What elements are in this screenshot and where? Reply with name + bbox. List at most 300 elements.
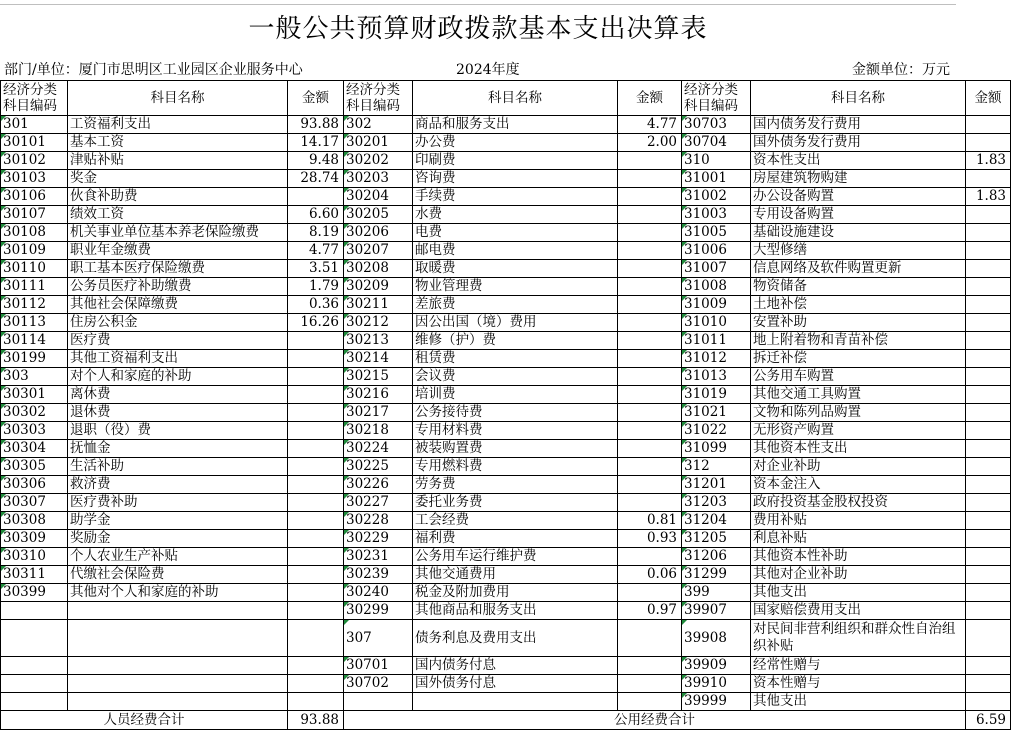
amount-cell[interactable]	[288, 440, 344, 458]
amount-cell[interactable]	[288, 494, 344, 512]
name-cell[interactable]: 奖金	[68, 170, 288, 188]
public-total-label[interactable]: 公用经费合计	[344, 711, 966, 730]
amount-cell[interactable]	[618, 440, 682, 458]
amount-cell[interactable]	[618, 422, 682, 440]
amount-cell[interactable]	[966, 242, 1011, 260]
code-cell[interactable]: 30306	[1, 476, 68, 494]
code-cell[interactable]: 30399	[1, 584, 68, 602]
code-cell[interactable]: 30227	[344, 494, 413, 512]
amount-cell[interactable]: 9.48	[288, 152, 344, 170]
amount-cell[interactable]	[618, 675, 682, 693]
name-cell[interactable]: 生活补助	[68, 458, 288, 476]
amount-cell[interactable]: 0.06	[618, 566, 682, 584]
code-cell[interactable]: 30299	[344, 602, 413, 620]
code-cell[interactable]: 31005	[682, 224, 751, 242]
code-cell[interactable]: 30225	[344, 458, 413, 476]
name-cell[interactable]: 房屋建筑物购建	[751, 170, 966, 188]
name-cell[interactable]: 奖励金	[68, 530, 288, 548]
amount-cell[interactable]	[618, 584, 682, 602]
name-cell[interactable]: 租赁费	[413, 350, 618, 368]
code-cell[interactable]: 31002	[682, 188, 751, 206]
amount-cell[interactable]	[618, 494, 682, 512]
amount-cell[interactable]: 0.93	[618, 530, 682, 548]
amount-cell[interactable]	[618, 206, 682, 224]
name-cell[interactable]	[68, 602, 288, 620]
name-cell[interactable]: 费用补贴	[751, 512, 966, 530]
name-cell[interactable]: 公务员医疗补助缴费	[68, 278, 288, 296]
name-cell[interactable]: 其他交通费用	[413, 566, 618, 584]
amount-cell[interactable]: 3.51	[288, 260, 344, 278]
code-cell[interactable]: 31022	[682, 422, 751, 440]
name-cell[interactable]: 津贴补贴	[68, 152, 288, 170]
amount-cell[interactable]	[618, 188, 682, 206]
code-cell[interactable]: 30311	[1, 566, 68, 584]
amount-cell[interactable]	[966, 693, 1011, 711]
code-cell[interactable]	[1, 620, 68, 657]
name-cell[interactable]: 公务用车购置	[751, 368, 966, 386]
amount-cell[interactable]	[966, 494, 1011, 512]
amount-cell[interactable]: 0.81	[618, 512, 682, 530]
amount-cell[interactable]	[618, 620, 682, 657]
code-cell[interactable]	[344, 693, 413, 711]
amount-cell[interactable]: 2.00	[618, 134, 682, 152]
name-cell[interactable]: 其他支出	[751, 693, 966, 711]
code-cell[interactable]: 30228	[344, 512, 413, 530]
amount-cell[interactable]: 16.26	[288, 314, 344, 332]
amount-cell[interactable]	[966, 584, 1011, 602]
name-cell[interactable]: 专用设备购置	[751, 206, 966, 224]
name-cell[interactable]: 税金及附加费用	[413, 584, 618, 602]
amount-cell[interactable]: 1.83	[966, 188, 1011, 206]
name-cell[interactable]: 咨询费	[413, 170, 618, 188]
code-cell[interactable]: 30203	[344, 170, 413, 188]
amount-cell[interactable]	[618, 152, 682, 170]
code-cell[interactable]: 39910	[682, 675, 751, 693]
header-code-2[interactable]: 经济分类科目编码	[344, 81, 413, 116]
amount-cell[interactable]	[966, 134, 1011, 152]
code-cell[interactable]: 30218	[344, 422, 413, 440]
code-cell[interactable]: 31001	[682, 170, 751, 188]
amount-cell[interactable]	[618, 314, 682, 332]
code-cell[interactable]: 30308	[1, 512, 68, 530]
amount-cell[interactable]	[288, 620, 344, 657]
amount-cell[interactable]: 1.83	[966, 152, 1011, 170]
amount-cell[interactable]: 1.79	[288, 278, 344, 296]
amount-cell[interactable]	[288, 584, 344, 602]
amount-cell[interactable]	[618, 170, 682, 188]
amount-cell[interactable]	[966, 224, 1011, 242]
name-cell[interactable]: 物业管理费	[413, 278, 618, 296]
amount-cell[interactable]: 93.88	[288, 116, 344, 134]
amount-cell[interactable]	[618, 548, 682, 566]
code-cell[interactable]: 31013	[682, 368, 751, 386]
amount-cell[interactable]	[966, 675, 1011, 693]
name-cell[interactable]	[68, 693, 288, 711]
header-name-2[interactable]: 科目名称	[413, 81, 618, 116]
code-cell[interactable]: 30106	[1, 188, 68, 206]
amount-cell[interactable]: 28.74	[288, 170, 344, 188]
amount-cell[interactable]: 0.36	[288, 296, 344, 314]
code-cell[interactable]: 30704	[682, 134, 751, 152]
name-cell[interactable]: 基础设施建设	[751, 224, 966, 242]
amount-cell[interactable]	[618, 224, 682, 242]
code-cell[interactable]	[1, 675, 68, 693]
amount-cell[interactable]	[288, 350, 344, 368]
code-cell[interactable]: 30226	[344, 476, 413, 494]
header-code-3[interactable]: 经济分类科目编码	[682, 81, 751, 116]
code-cell[interactable]: 30206	[344, 224, 413, 242]
amount-cell[interactable]	[288, 657, 344, 675]
header-amount-3[interactable]: 金额	[966, 81, 1011, 116]
amount-cell[interactable]	[966, 278, 1011, 296]
name-cell[interactable]: 离休费	[68, 386, 288, 404]
name-cell[interactable]: 医疗费补助	[68, 494, 288, 512]
name-cell[interactable]: 对民间非营利组织和群众性自治组织补贴	[751, 620, 966, 657]
name-cell[interactable]: 专用材料费	[413, 422, 618, 440]
code-cell[interactable]: 31021	[682, 404, 751, 422]
amount-cell[interactable]	[288, 530, 344, 548]
amount-cell[interactable]	[288, 566, 344, 584]
code-cell[interactable]: 31201	[682, 476, 751, 494]
code-cell[interactable]: 30109	[1, 242, 68, 260]
name-cell[interactable]	[413, 693, 618, 711]
name-cell[interactable]: 手续费	[413, 188, 618, 206]
name-cell[interactable]: 其他对个人和家庭的补助	[68, 584, 288, 602]
code-cell[interactable]: 30114	[1, 332, 68, 350]
name-cell[interactable]: 无形资产购置	[751, 422, 966, 440]
amount-cell[interactable]	[966, 476, 1011, 494]
code-cell[interactable]: 30108	[1, 224, 68, 242]
code-cell[interactable]: 302	[344, 116, 413, 134]
name-cell[interactable]: 抚恤金	[68, 440, 288, 458]
name-cell[interactable]: 职业年金缴费	[68, 242, 288, 260]
name-cell[interactable]: 其他资本性补助	[751, 548, 966, 566]
code-cell[interactable]: 30239	[344, 566, 413, 584]
code-cell[interactable]: 39908	[682, 620, 751, 657]
amount-cell[interactable]	[288, 693, 344, 711]
name-cell[interactable]: 专用燃料费	[413, 458, 618, 476]
personnel-total-label[interactable]: 人员经费合计	[1, 711, 288, 730]
name-cell[interactable]: 电费	[413, 224, 618, 242]
code-cell[interactable]	[1, 602, 68, 620]
name-cell[interactable]: 绩效工资	[68, 206, 288, 224]
code-cell[interactable]: 30107	[1, 206, 68, 224]
name-cell[interactable]: 维修（护）费	[413, 332, 618, 350]
code-cell[interactable]: 31009	[682, 296, 751, 314]
name-cell[interactable]: 其他工资福利支出	[68, 350, 288, 368]
name-cell[interactable]: 水费	[413, 206, 618, 224]
amount-cell[interactable]	[288, 332, 344, 350]
name-cell[interactable]: 办公设备购置	[751, 188, 966, 206]
code-cell[interactable]: 30231	[344, 548, 413, 566]
code-cell[interactable]: 31011	[682, 332, 751, 350]
amount-cell[interactable]	[288, 548, 344, 566]
amount-cell[interactable]	[966, 566, 1011, 584]
amount-cell[interactable]	[288, 602, 344, 620]
code-cell[interactable]: 30304	[1, 440, 68, 458]
amount-cell[interactable]	[966, 458, 1011, 476]
amount-cell[interactable]	[288, 368, 344, 386]
name-cell[interactable]: 其他商品和服务支出	[413, 602, 618, 620]
code-cell[interactable]: 30202	[344, 152, 413, 170]
amount-cell[interactable]	[966, 512, 1011, 530]
name-cell[interactable]: 公务接待费	[413, 404, 618, 422]
amount-cell[interactable]	[966, 530, 1011, 548]
code-cell[interactable]: 30213	[344, 332, 413, 350]
amount-cell[interactable]	[966, 440, 1011, 458]
code-cell[interactable]: 30701	[344, 657, 413, 675]
amount-cell[interactable]	[288, 422, 344, 440]
name-cell[interactable]: 邮电费	[413, 242, 618, 260]
name-cell[interactable]: 国家赔偿费用支出	[751, 602, 966, 620]
name-cell[interactable]: 退休费	[68, 404, 288, 422]
name-cell[interactable]: 住房公积金	[68, 314, 288, 332]
code-cell[interactable]: 31006	[682, 242, 751, 260]
amount-cell[interactable]	[288, 675, 344, 693]
amount-cell[interactable]: 0.97	[618, 602, 682, 620]
code-cell[interactable]: 30309	[1, 530, 68, 548]
amount-cell[interactable]	[966, 260, 1011, 278]
name-cell[interactable]	[68, 620, 288, 657]
amount-cell[interactable]	[618, 350, 682, 368]
amount-cell[interactable]	[618, 476, 682, 494]
amount-cell[interactable]	[618, 693, 682, 711]
amount-cell[interactable]	[966, 602, 1011, 620]
name-cell[interactable]: 拆迁补偿	[751, 350, 966, 368]
name-cell[interactable]	[68, 657, 288, 675]
code-cell[interactable]: 30103	[1, 170, 68, 188]
amount-cell[interactable]	[288, 188, 344, 206]
code-cell[interactable]: 301	[1, 116, 68, 134]
code-cell[interactable]: 31008	[682, 278, 751, 296]
name-cell[interactable]: 培训费	[413, 386, 618, 404]
amount-cell[interactable]	[966, 657, 1011, 675]
code-cell[interactable]: 30302	[1, 404, 68, 422]
amount-cell[interactable]: 6.60	[288, 206, 344, 224]
code-cell[interactable]: 30303	[1, 422, 68, 440]
name-cell[interactable]: 其他支出	[751, 584, 966, 602]
name-cell[interactable]: 助学金	[68, 512, 288, 530]
code-cell[interactable]: 31007	[682, 260, 751, 278]
name-cell[interactable]: 文物和陈列品购置	[751, 404, 966, 422]
code-cell[interactable]: 30113	[1, 314, 68, 332]
code-cell[interactable]: 30211	[344, 296, 413, 314]
code-cell[interactable]	[1, 693, 68, 711]
amount-cell[interactable]: 8.19	[288, 224, 344, 242]
code-cell[interactable]: 30307	[1, 494, 68, 512]
amount-cell[interactable]	[966, 350, 1011, 368]
code-cell[interactable]: 30216	[344, 386, 413, 404]
code-cell[interactable]: 30102	[1, 152, 68, 170]
name-cell[interactable]: 其他对企业补助	[751, 566, 966, 584]
name-cell[interactable]: 退职（役）费	[68, 422, 288, 440]
name-cell[interactable]: 公务用车运行维护费	[413, 548, 618, 566]
amount-cell[interactable]	[618, 296, 682, 314]
amount-cell[interactable]	[966, 620, 1011, 657]
code-cell[interactable]: 39999	[682, 693, 751, 711]
code-cell[interactable]: 30217	[344, 404, 413, 422]
name-cell[interactable]: 会议费	[413, 368, 618, 386]
amount-cell[interactable]	[966, 422, 1011, 440]
amount-cell[interactable]: 4.77	[618, 116, 682, 134]
name-cell[interactable]: 其他社会保障缴费	[68, 296, 288, 314]
amount-cell[interactable]	[966, 548, 1011, 566]
code-cell[interactable]: 30224	[344, 440, 413, 458]
amount-cell[interactable]	[966, 296, 1011, 314]
name-cell[interactable]: 个人农业生产补贴	[68, 548, 288, 566]
code-cell[interactable]: 307	[344, 620, 413, 657]
header-name-3[interactable]: 科目名称	[751, 81, 966, 116]
code-cell[interactable]: 31205	[682, 530, 751, 548]
name-cell[interactable]: 政府投资基金股权投资	[751, 494, 966, 512]
name-cell[interactable]: 伙食补助费	[68, 188, 288, 206]
code-cell[interactable]: 39909	[682, 657, 751, 675]
name-cell[interactable]: 被装购置费	[413, 440, 618, 458]
code-cell[interactable]: 31019	[682, 386, 751, 404]
code-cell[interactable]: 30305	[1, 458, 68, 476]
name-cell[interactable]: 国内债务付息	[413, 657, 618, 675]
code-cell[interactable]: 31010	[682, 314, 751, 332]
code-cell[interactable]: 30112	[1, 296, 68, 314]
name-cell[interactable]: 资本金注入	[751, 476, 966, 494]
code-cell[interactable]: 30215	[344, 368, 413, 386]
name-cell[interactable]: 利息补贴	[751, 530, 966, 548]
name-cell[interactable]: 福利费	[413, 530, 618, 548]
code-cell[interactable]: 31204	[682, 512, 751, 530]
name-cell[interactable]: 安置补助	[751, 314, 966, 332]
amount-cell[interactable]	[288, 386, 344, 404]
name-cell[interactable]: 医疗费	[68, 332, 288, 350]
code-cell[interactable]: 30301	[1, 386, 68, 404]
code-cell[interactable]: 30199	[1, 350, 68, 368]
code-cell[interactable]: 30212	[344, 314, 413, 332]
name-cell[interactable]: 委托业务费	[413, 494, 618, 512]
amount-cell[interactable]	[618, 278, 682, 296]
code-cell[interactable]: 30205	[344, 206, 413, 224]
name-cell[interactable]: 劳务费	[413, 476, 618, 494]
amount-cell[interactable]: 14.17	[288, 134, 344, 152]
name-cell[interactable]: 资本性支出	[751, 152, 966, 170]
amount-cell[interactable]	[966, 116, 1011, 134]
code-cell[interactable]: 30110	[1, 260, 68, 278]
name-cell[interactable]: 商品和服务支出	[413, 116, 618, 134]
name-cell[interactable]: 债务利息及费用支出	[413, 620, 618, 657]
name-cell[interactable]: 其他资本性支出	[751, 440, 966, 458]
name-cell[interactable]: 国外债务发行费用	[751, 134, 966, 152]
name-cell[interactable]: 机关事业单位基本养老保险缴费	[68, 224, 288, 242]
name-cell[interactable]: 大型修缮	[751, 242, 966, 260]
amount-cell[interactable]	[288, 476, 344, 494]
name-cell[interactable]: 国内债务发行费用	[751, 116, 966, 134]
code-cell[interactable]: 303	[1, 368, 68, 386]
code-cell[interactable]: 30208	[344, 260, 413, 278]
code-cell[interactable]: 30207	[344, 242, 413, 260]
name-cell[interactable]: 救济费	[68, 476, 288, 494]
code-cell[interactable]: 31299	[682, 566, 751, 584]
amount-cell[interactable]	[618, 657, 682, 675]
code-cell[interactable]: 39907	[682, 602, 751, 620]
amount-cell[interactable]	[288, 404, 344, 422]
code-cell[interactable]: 31206	[682, 548, 751, 566]
name-cell[interactable]: 物资储备	[751, 278, 966, 296]
code-cell[interactable]: 30214	[344, 350, 413, 368]
code-cell[interactable]	[1, 657, 68, 675]
code-cell[interactable]: 310	[682, 152, 751, 170]
name-cell[interactable]: 国外债务付息	[413, 675, 618, 693]
name-cell[interactable]: 信息网络及软件购置更新	[751, 260, 966, 278]
code-cell[interactable]: 30702	[344, 675, 413, 693]
name-cell[interactable]: 地上附着物和青苗补偿	[751, 332, 966, 350]
amount-cell[interactable]: 4.77	[288, 242, 344, 260]
amount-cell[interactable]	[288, 512, 344, 530]
public-total-amount[interactable]: 6.59	[966, 711, 1011, 730]
name-cell[interactable]: 职工基本医疗保险缴费	[68, 260, 288, 278]
code-cell[interactable]: 30111	[1, 278, 68, 296]
amount-cell[interactable]	[966, 314, 1011, 332]
name-cell[interactable]: 印刷费	[413, 152, 618, 170]
personnel-total-amount[interactable]: 93.88	[288, 711, 344, 730]
code-cell[interactable]: 30209	[344, 278, 413, 296]
amount-cell[interactable]	[618, 368, 682, 386]
code-cell[interactable]: 31012	[682, 350, 751, 368]
name-cell[interactable]: 取暖费	[413, 260, 618, 278]
name-cell[interactable]: 经常性赠与	[751, 657, 966, 675]
name-cell[interactable]: 对个人和家庭的补助	[68, 368, 288, 386]
name-cell[interactable]: 工资福利支出	[68, 116, 288, 134]
name-cell[interactable]: 基本工资	[68, 134, 288, 152]
code-cell[interactable]: 312	[682, 458, 751, 476]
code-cell[interactable]: 31099	[682, 440, 751, 458]
header-code-1[interactable]: 经济分类科目编码	[1, 81, 68, 116]
code-cell[interactable]: 30229	[344, 530, 413, 548]
amount-cell[interactable]	[618, 404, 682, 422]
amount-cell[interactable]	[966, 332, 1011, 350]
name-cell[interactable]: 代缴社会保险费	[68, 566, 288, 584]
amount-cell[interactable]	[618, 242, 682, 260]
name-cell[interactable]	[68, 675, 288, 693]
name-cell[interactable]: 差旅费	[413, 296, 618, 314]
amount-cell[interactable]	[618, 386, 682, 404]
amount-cell[interactable]	[618, 458, 682, 476]
amount-cell[interactable]	[966, 170, 1011, 188]
name-cell[interactable]: 办公费	[413, 134, 618, 152]
code-cell[interactable]: 31003	[682, 206, 751, 224]
amount-cell[interactable]	[966, 386, 1011, 404]
name-cell[interactable]: 对企业补助	[751, 458, 966, 476]
name-cell[interactable]: 工会经费	[413, 512, 618, 530]
code-cell[interactable]: 399	[682, 584, 751, 602]
header-amount-2[interactable]: 金额	[618, 81, 682, 116]
name-cell[interactable]: 资本性赠与	[751, 675, 966, 693]
amount-cell[interactable]	[618, 332, 682, 350]
code-cell[interactable]: 30703	[682, 116, 751, 134]
name-cell[interactable]: 其他交通工具购置	[751, 386, 966, 404]
header-name-1[interactable]: 科目名称	[68, 81, 288, 116]
code-cell[interactable]: 30310	[1, 548, 68, 566]
amount-cell[interactable]	[288, 458, 344, 476]
amount-cell[interactable]	[966, 368, 1011, 386]
amount-cell[interactable]	[618, 260, 682, 278]
amount-cell[interactable]	[966, 404, 1011, 422]
code-cell[interactable]: 31203	[682, 494, 751, 512]
name-cell[interactable]: 土地补偿	[751, 296, 966, 314]
amount-cell[interactable]	[966, 206, 1011, 224]
header-amount-1[interactable]: 金额	[288, 81, 344, 116]
name-cell[interactable]: 因公出国（境）费用	[413, 314, 618, 332]
code-cell[interactable]: 30201	[344, 134, 413, 152]
code-cell[interactable]: 30101	[1, 134, 68, 152]
code-cell[interactable]: 30240	[344, 584, 413, 602]
